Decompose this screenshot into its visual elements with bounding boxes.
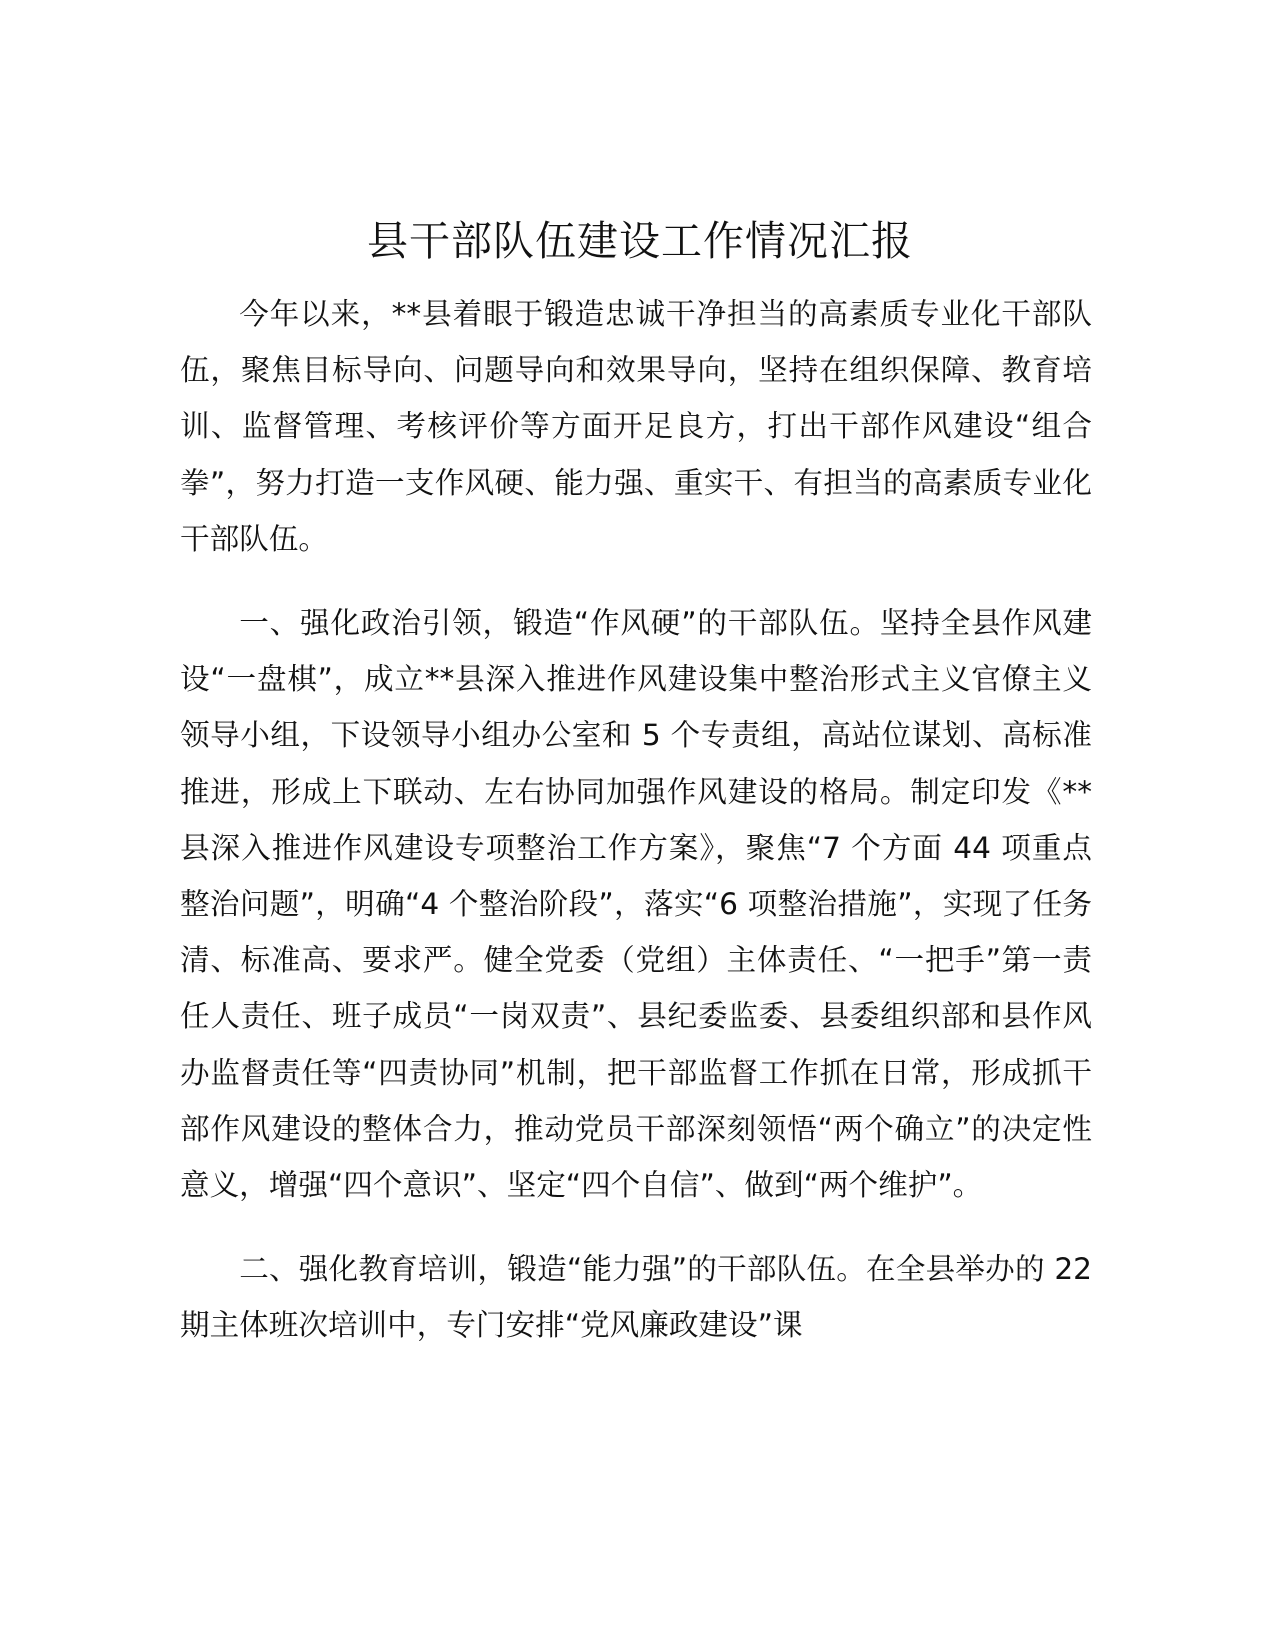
section-2-paragraph: 二、强化教育培训，锻造“能力强”的干部队伍。在全县举办的 22 期主体班次培训中，专门安排“党风廉政建设”课 — [180, 1252, 1092, 1343]
document-title: 县干部队伍建设工作情况汇报 — [367, 217, 913, 265]
section-1-paragraph: 一、强化政治引领，锻造“作风硬”的干部队伍。坚持全县作风建设“一盘棋”，成立**县深入推进作风建设集中整治形式主义官僚主义领导小组，下设领导小组办公室和 5 个专责组，高站位谋划、高标准推进，形成上下联动、左右协同加强作风建设的格局。制定印发《**县深入推进作风建设专项整治工作方案》，聚焦“7 个方面 44 项重点整治问题”，明确“4 个整治阶段”，落实“6 项整治措施”，实现了任务清、标准高、要求严。健全党委（党组）主体责任、“一把手”第一责任人责任、班子成员“一岗双责”、县纪委监委、县委组织部和县作风办监督责任等“四责协同”机制，把干部监督工作抓在日常，形成抓干部作风建设的整体合力，推动党员干部深刻领悟“两个确立”的决定性意义，增强“四个意识”、坚定“四个自信”、做到“两个维护”。 — [180, 606, 1092, 1203]
intro-paragraph: 今年以来，**县着眼于锻造忠诚干净担当的高素质专业化干部队伍，聚焦目标导向、问题导向和效果导向，坚持在组织保障、教育培训、监督管理、考核评价等方面开足良方，打出干部作风建设“组合拳”，努力打造一支作风硬、能力强、重实干、有担当的高素质专业化干部队伍。 — [180, 297, 1092, 556]
document-page — [180, 210, 1092, 1354]
